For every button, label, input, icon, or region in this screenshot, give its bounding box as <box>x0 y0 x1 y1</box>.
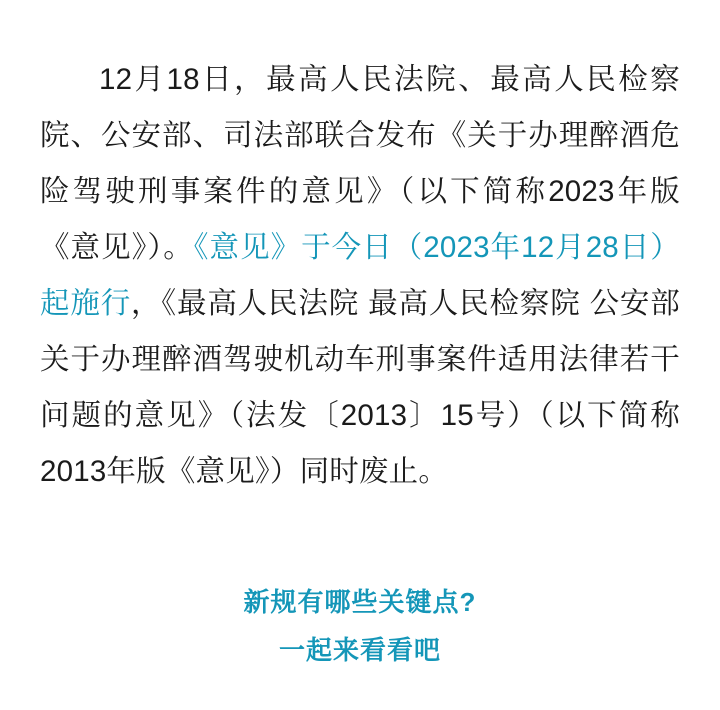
paragraph-segment-one: 12月18日，最高人民法院、最高人民检察院、公安部、司法部联合发布《关于办理醉酒危险驾驶刑事案件的意见》（以下简称2023年版《意见》）。 <box>40 62 680 264</box>
article-paragraph <box>40 52 680 500</box>
callout-block <box>40 578 680 674</box>
paragraph-segment-two: ，《最高人民法院 最高人民检察院 公安部关于办理醉酒驾驶机动车刑事案件适用法律若干问题的意见》（法发〔2013〕15号）（以下简称2013年版《意见》）同时废止。 <box>40 286 680 488</box>
callout-line-1: 新规有哪些关键点? <box>243 586 477 617</box>
callout-line-2: 一起来看看吧 <box>278 634 441 665</box>
paragraph-highlight: 《意见》于今日（2023年12月28日）起施行 <box>40 230 680 320</box>
